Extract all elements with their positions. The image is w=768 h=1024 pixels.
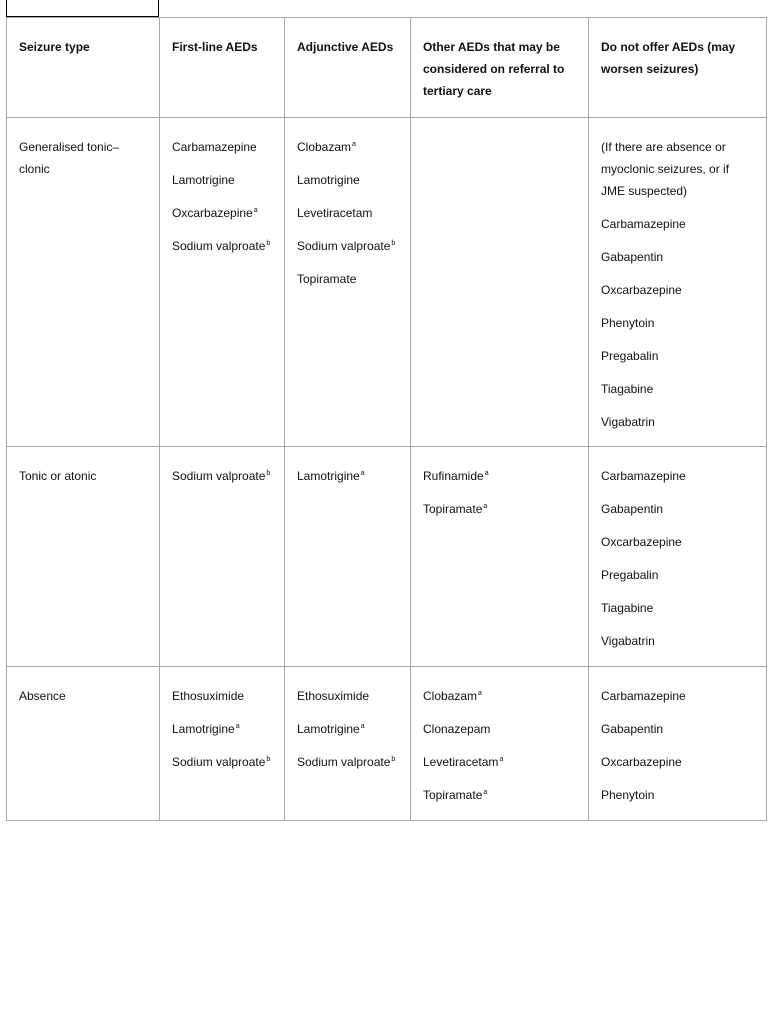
drug-name: Carbamazepine [172,140,257,154]
cell-adjunctive [285,118,411,447]
drug-name: Carbamazepine [601,217,686,231]
drug-item [423,465,576,487]
drug-name: Vigabatrin [601,634,655,648]
drug-name: Sodium valproate [172,239,266,253]
table-row [7,118,767,447]
drug-item [601,411,754,433]
drug-name: Oxcarbazepine [172,206,253,220]
drug-name: Rufinamide [423,469,484,483]
drug-name: Oxcarbazepine [601,283,682,297]
footnote-marker: b [266,756,271,763]
header-adjunctive: Adjunctive AEDs [285,18,411,118]
footnote-marker: a [360,723,365,730]
drug-name: Gabapentin [601,250,664,264]
drug-name: Sodium valproate [172,755,266,769]
drug-name: Phenytoin [601,316,655,330]
drug-item [423,751,576,773]
cell-seizure-type: Tonic or atonic [7,447,160,667]
drug-name: Sodium valproate [297,239,391,253]
footnote-marker: b [266,240,271,247]
drug-item [172,465,272,487]
drug-item [423,718,576,740]
drug-item [601,378,754,400]
header-do-not-offer: Do not offer AEDs (may worsen seizures) [589,18,767,118]
drug-item [297,268,398,290]
cell-first-line [160,447,285,667]
drug-name: Phenytoin [601,788,655,802]
drug-item [601,597,754,619]
drug-name: Lamotrigine [172,722,235,736]
cell-do-not-offer [589,447,767,667]
drug-item [601,312,754,334]
header-tertiary: Other AEDs that may be considered on referral to tertiary care [411,18,589,118]
drug-item [297,202,398,224]
drug-item [297,718,398,740]
drug-name: Pregabalin [601,568,659,582]
cell-first-line [160,667,285,821]
drug-name: Sodium valproate [172,469,266,483]
table-row [7,447,767,667]
drug-name: Clobazam [297,140,352,154]
drug-name: Levetiracetam [297,206,373,220]
drug-item [601,531,754,553]
cell-seizure-type: Absence [7,667,160,821]
cell-adjunctive [285,447,411,667]
drug-name: Topiramate [423,788,483,802]
drug-item [601,465,754,487]
footnote-marker: a [352,141,356,148]
drug-item [601,784,754,806]
drug-name: Lamotrigine [297,173,360,187]
drug-item [601,213,754,235]
empty-caption-box [6,0,159,17]
drug-name: Sodium valproate [297,755,391,769]
do-not-offer-list [601,213,754,433]
cell-tertiary [411,447,589,667]
drug-name: Ethosuximide [172,689,245,703]
drug-name: Clobazam [423,689,478,703]
drug-name: Lamotrigine [297,469,360,483]
drug-item [172,685,272,707]
drug-name: Topiramate [423,502,483,516]
drug-item [601,685,754,707]
drug-item [601,345,754,367]
drug-item [172,751,272,773]
cell-do-not-offer [589,667,767,821]
drug-name: Vigabatrin [601,415,655,429]
drug-item [172,235,272,257]
drug-name: Oxcarbazepine [601,535,682,549]
drug-item [601,246,754,268]
cell-first-line [160,118,285,447]
drug-item [423,685,576,707]
drug-item [601,498,754,520]
footnote-marker: a [478,690,482,697]
drug-name: Gabapentin [601,722,664,736]
drug-item [601,630,754,652]
drug-name: Levetiracetam [423,755,499,769]
drug-item [601,751,754,773]
drug-name: Pregabalin [601,349,659,363]
drug-item [297,235,398,257]
footnote-marker: a [360,470,365,477]
drug-item [601,564,754,586]
footnote-marker: b [266,470,271,477]
footnote-marker: a [483,503,488,510]
drug-name: Lamotrigine [172,173,235,187]
table-row [7,667,767,821]
table-header-row [7,18,767,118]
drug-name: Clonazepam [423,722,491,736]
drug-item [297,169,398,191]
drug-item [297,751,398,773]
drug-item [423,784,576,806]
footnote-marker: a [483,789,488,796]
footnote-marker: a [253,207,258,214]
drug-name: Topiramate [297,272,357,286]
footnote-marker: a [235,723,240,730]
footnote-marker: a [484,470,489,477]
drug-name: Gabapentin [601,502,664,516]
cell-tertiary [411,118,589,447]
cell-adjunctive [285,667,411,821]
drug-name: Carbamazepine [601,469,686,483]
drug-item [601,718,754,740]
drug-name: Tiagabine [601,601,654,615]
header-first-line: First-line AEDs [160,18,285,118]
drug-name: Ethosuximide [297,689,370,703]
drug-item [297,685,398,707]
drug-item [172,169,272,191]
footnote-marker: b [391,240,396,247]
drug-name: Oxcarbazepine [601,755,682,769]
drug-name: Lamotrigine [297,722,360,736]
footnote-marker: a [499,756,504,763]
drug-item [172,202,272,224]
drug-item [297,136,398,158]
footnote-marker: b [391,756,396,763]
cell-tertiary [411,667,589,821]
aed-table [6,17,767,821]
header-seizure-type: Seizure type [7,18,160,118]
drug-item [172,718,272,740]
drug-item [601,279,754,301]
drug-item [172,136,272,158]
drug-name: Carbamazepine [601,689,686,703]
drug-name: Tiagabine [601,382,654,396]
do-not-offer-note: (If there are absence or myoclonic seizures, or if JME suspected) [601,140,730,198]
drug-item [297,465,398,487]
drug-item [423,498,576,520]
cell-seizure-type: Generalised tonic–clonic [7,118,160,447]
cell-do-not-offer [589,118,767,447]
